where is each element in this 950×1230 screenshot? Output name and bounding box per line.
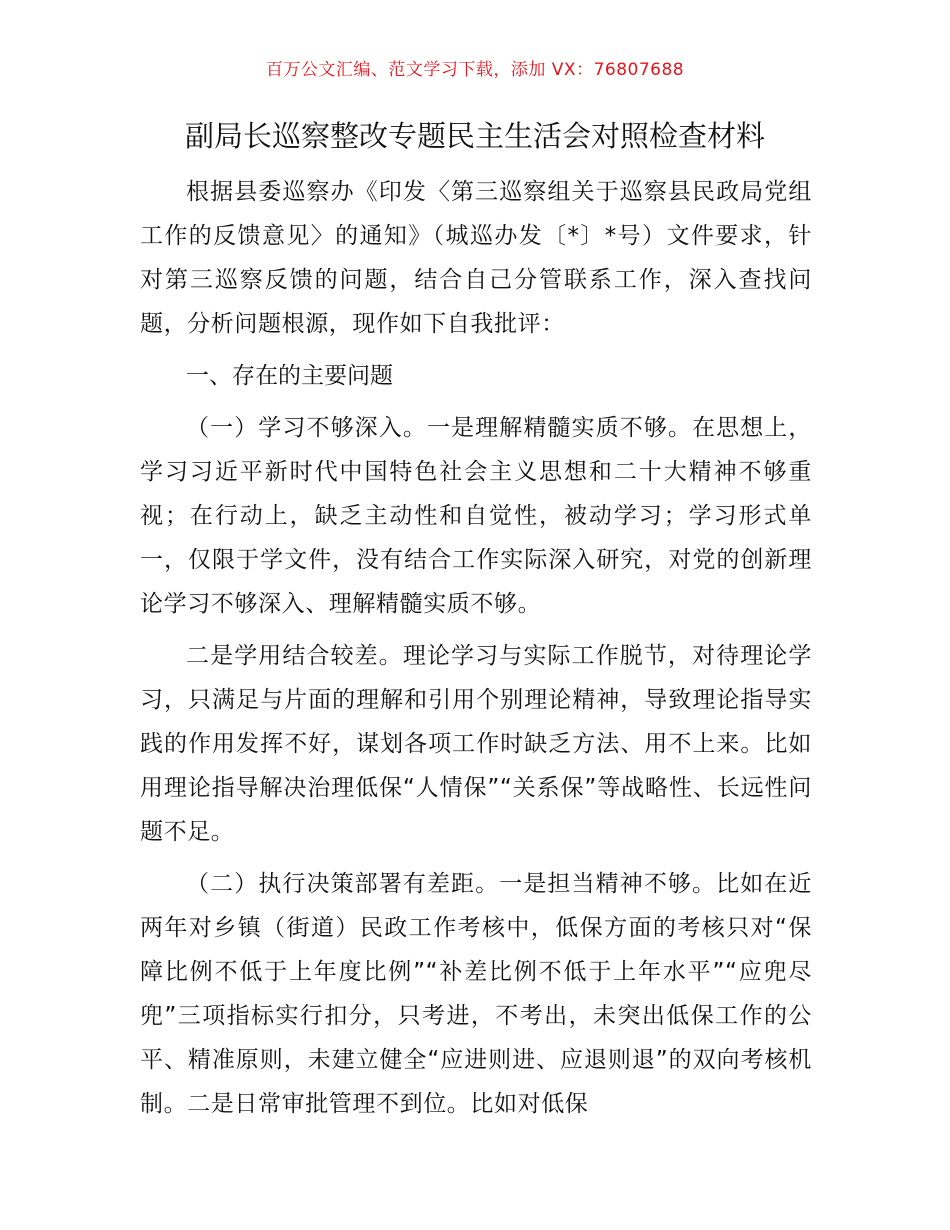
section-heading-main-problems: 一、存在的主要问题 <box>186 363 393 389</box>
document-body <box>140 170 812 1134</box>
paragraph-execution-gap: （二）执行决策部署有差距。一是担当精神不够。比如在近两年对乡镇（街道）民政工作考核中，低保方面的考核只对“保障比例不低于上年度比例”“补差比例不低于上年水平”“应兜尽兜”三项指标实行扣分，只考进，不考出，未突出低保工作的公平、精准原则，未建立健全“应进则进、应退则退”的双向考核机制。二是日常审批管理不到位。比如对低保 <box>140 871 812 1117</box>
paragraph-study-application: 二是学用结合较差。理论学习与实际工作脱节，对待理论学习，只满足与片面的理解和引用个别理论精神，导致理论指导实践的作用发挥不好，谋划各项工作时缺乏方法、用不上来。比如用理论指导解决治理低保“人情保”“关系保”等战略性、长远性问题不足。 <box>140 643 812 845</box>
document-title: 副局长巡察整改专题民主生活会对照检查材料 <box>184 119 765 153</box>
intro-paragraph: 根据县委巡察办《印发〈第三巡察组关于巡察县民政局党组工作的反馈意见〉的通知》（城巡办发〔*〕*号）文件要求，针对第三巡察反馈的问题，结合自己分管联系工作，深入查找问题，分析问题根源，现作如下自我批评： <box>140 179 812 337</box>
paragraph-study-not-deep: （一）学习不够深入。一是理解精髓实质不够。在思想上，学习习近平新时代中国特色社会主义思想和二十大精神不够重视；在行动上，缺乏主动性和自觉性，被动学习；学习形式单一，仅限于学文件，没有结合工作实际深入研究，对党的创新理论学习不够深入、理解精髓实质不够。 <box>140 415 812 617</box>
watermark-header: 百万公文汇编、范文学习下载，添加 VX：76807688 <box>265 60 685 80</box>
